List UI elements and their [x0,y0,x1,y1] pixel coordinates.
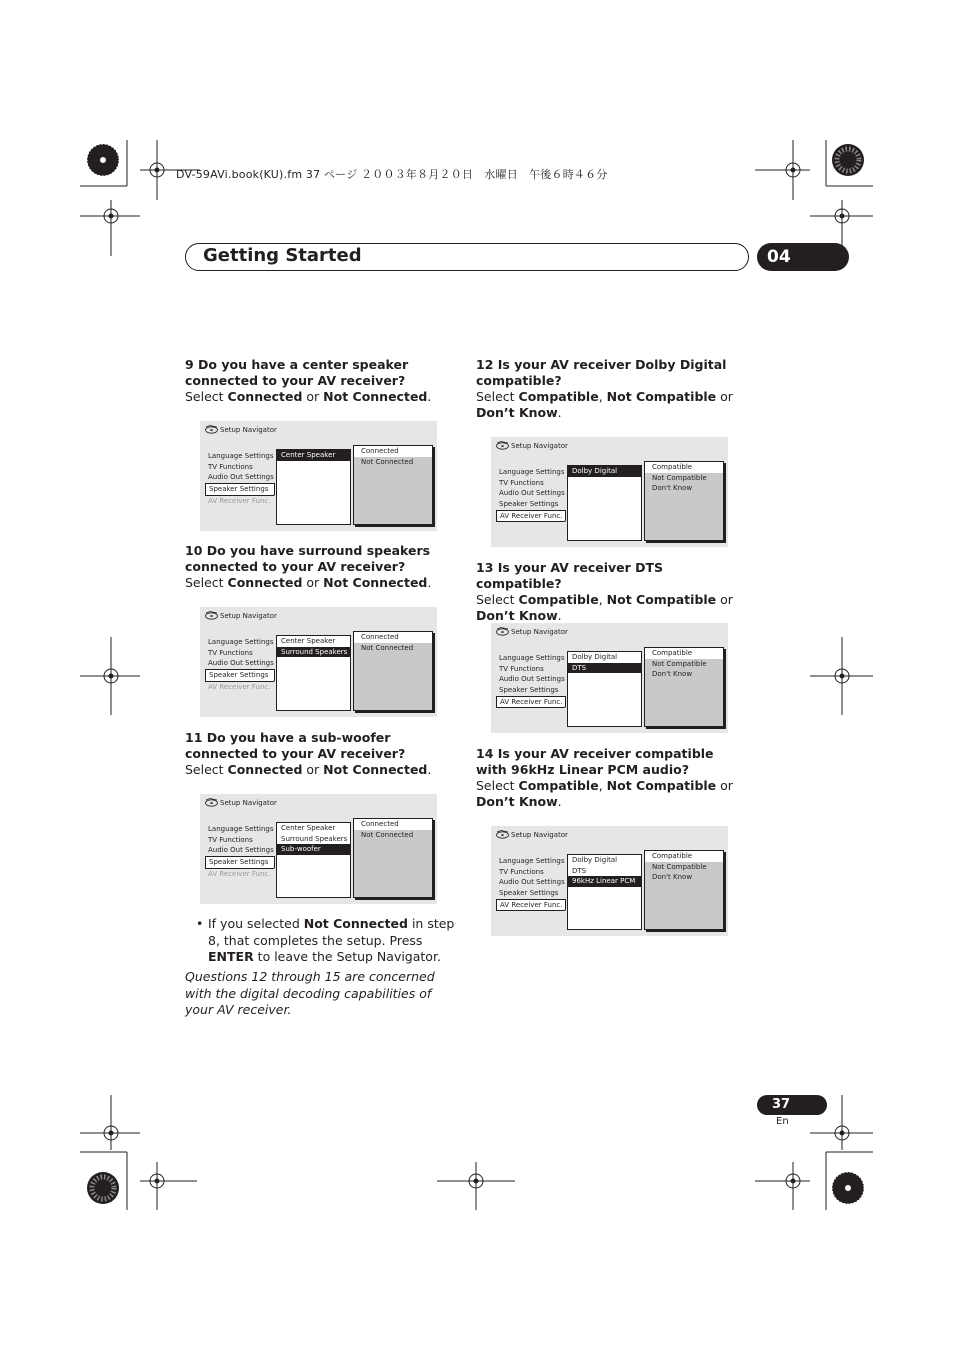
option-list [353,445,433,525]
menu-item[interactable]: Language Settings [499,857,565,865]
question-heading: 11 Do you have a sub-woofer connected to your AV receiver? [185,730,406,761]
menu-item[interactable]: Audio Out Settings [499,675,565,684]
menu-item[interactable]: AV Receiver Func. [208,869,271,878]
disc-icon [205,611,218,620]
setting-list [276,635,351,711]
setup-navigator-header: Setup Navigator [205,798,277,807]
disc-icon [496,627,509,636]
setting-item[interactable]: Dolby Digital [572,653,618,661]
menu-item[interactable]: TV Functions [208,835,253,844]
disc-icon [205,798,218,807]
page-number-tab [757,1095,827,1115]
question-heading: 9 Do you have a center speaker connected to your AV receiver? [185,357,409,388]
menu-item[interactable]: AV Receiver Func. [208,682,271,691]
disc-icon [496,441,509,450]
question-heading: 12 Is your AV receiver Dolby Digital compatible? [476,357,727,388]
chapter-number: 04 [767,247,791,267]
setting-list [567,465,642,541]
setting-list [567,651,642,727]
setting-list [567,854,642,930]
q11-setup-navigator-screen [200,794,437,904]
option-item[interactable]: Compatible [645,648,723,659]
setup-navigator-header: Setup Navigator [496,830,568,839]
settings-menu [205,824,275,879]
settings-menu [205,451,275,506]
setting-item[interactable]: DTS [572,866,587,875]
menu-item[interactable]: TV Functions [499,867,544,876]
setting-list [276,822,351,898]
option-item[interactable]: Not Compatible [652,862,707,871]
q10-text [185,543,457,591]
menu-item[interactable]: Audio Out Settings [208,473,274,482]
option-list [644,850,724,930]
settings-menu [496,467,566,522]
option-item[interactable]: Not Connected [361,830,414,839]
option-list [644,647,724,727]
setup-navigator-header: Setup Navigator [496,441,568,450]
question-instruction: Select Connected or Not Connected. [185,389,432,404]
option-item[interactable]: Connected [354,819,432,830]
question-heading: 10 Do you have surround speakers connected to your AV receiver? [185,543,431,574]
bullet-note [196,916,458,966]
option-item[interactable]: Not Compatible [652,473,707,482]
q12-setup-navigator-screen [491,437,728,547]
question-instruction: Select Compatible, Not Compatible or Don’t Know. [476,592,733,623]
option-item[interactable]: Not Connected [361,643,414,652]
settings-menu [205,637,275,692]
menu-item[interactable]: Audio Out Settings [208,659,274,668]
option-list [644,461,724,541]
option-item[interactable]: Don't Know [652,670,693,679]
menu-item[interactable]: TV Functions [208,462,253,471]
q13-setup-navigator-screen [491,623,728,733]
setting-item[interactable]: 96kHz Linear PCM [568,876,641,887]
settings-menu [496,856,566,911]
menu-item[interactable]: Speaker Settings [499,686,559,695]
setting-item[interactable]: Center Speaker [281,824,336,832]
bullet-symbol: • [196,916,204,931]
menu-item[interactable]: Speaker Settings [499,500,559,509]
menu-item[interactable]: Audio Out Settings [208,846,274,855]
setup-navigator-header: Setup Navigator [205,425,277,434]
setting-item[interactable]: Dolby Digital [572,856,618,864]
q14-setup-navigator-screen [491,826,728,936]
option-item[interactable]: Don't Know [652,484,693,493]
menu-item[interactable]: Language Settings [499,468,565,476]
menu-item[interactable]: Speaker Settings [499,889,559,898]
disc-icon [205,425,218,434]
q14-text [476,746,748,810]
setting-item[interactable]: Surround Speakers [281,834,348,843]
option-item[interactable]: Compatible [645,462,723,473]
bullet-text-3: to leave the Setup Navigator. [253,949,441,964]
bullet-bold-2: ENTER [208,949,254,964]
settings-menu [496,653,566,708]
option-item[interactable]: Don't Know [652,873,693,882]
question-heading: 14 Is your AV receiver compatible with 96kHz Linear PCM audio? [476,746,714,777]
setup-navigator-header: Setup Navigator [205,611,277,620]
menu-item[interactable]: AV Receiver Func. [496,899,566,912]
menu-item[interactable]: AV Receiver Func. [496,696,566,709]
option-item[interactable]: Not Connected [361,457,414,466]
menu-item[interactable]: TV Functions [499,478,544,487]
setting-item[interactable]: Dolby Digital [568,466,641,477]
option-item[interactable]: Connected [354,446,432,457]
question-instruction: Select Connected or Not Connected. [185,575,432,590]
option-list [353,631,433,711]
menu-item[interactable]: Speaker Settings [205,856,275,869]
setting-list [276,449,351,525]
menu-item[interactable]: Speaker Settings [205,669,275,682]
option-item[interactable]: Not Compatible [652,659,707,668]
q12-text [476,357,748,421]
option-list [353,818,433,898]
menu-item[interactable]: Audio Out Settings [499,489,565,498]
q11-text [185,730,457,778]
menu-item[interactable]: Language Settings [208,825,274,833]
setting-item[interactable]: Sub-woofer [277,844,350,855]
q10-setup-navigator-screen [200,607,437,717]
setting-item[interactable]: Center Speaker [277,450,350,461]
menu-item[interactable]: TV Functions [208,648,253,657]
question-instruction: Select Compatible, Not Compatible or Don’t Know. [476,778,733,809]
menu-item[interactable]: Speaker Settings [205,483,275,496]
setting-item[interactable]: DTS [568,663,641,674]
menu-item[interactable]: Audio Out Settings [499,878,565,887]
italic-note: Questions 12 through 15 are concerned with the digital decoding capabilities of your AV receiver. [185,969,435,1017]
option-item[interactable]: Connected [354,632,432,643]
menu-item[interactable]: AV Receiver Func. [496,510,566,523]
q13-text [476,560,748,624]
setting-item[interactable]: Surround Speakers [277,647,350,658]
menu-item[interactable]: AV Receiver Func. [208,496,271,505]
question-instruction: Select Connected or Not Connected. [185,762,432,777]
page-language: En [776,1116,789,1127]
page-number: 37 [772,1097,791,1112]
menu-item[interactable]: TV Functions [499,664,544,673]
file-header: DV-59AVi.book(KU).fm 37 ページ ２００３年８月２０日 水曜日 午後６時４６分 [176,168,608,181]
menu-item[interactable]: Language Settings [208,452,274,460]
bullet-text-2: in step 8, that completes the setup. Press [208,916,455,948]
question-instruction: Select Compatible, Not Compatible or Don’t Know. [476,389,733,420]
bullet-text-1: If you selected [208,916,304,931]
q9-text [185,357,457,405]
menu-item[interactable]: Language Settings [208,638,274,646]
menu-item[interactable]: Language Settings [499,654,565,662]
setup-navigator-header: Setup Navigator [496,627,568,636]
disc-icon [496,830,509,839]
bullet-bold-1: Not Connected [303,916,408,931]
question-heading: 13 Is your AV receiver DTS compatible? [476,560,664,591]
q9-setup-navigator-screen [200,421,437,531]
setting-item[interactable]: Center Speaker [281,637,336,645]
section-title: Getting Started [203,245,362,266]
option-item[interactable]: Compatible [645,851,723,862]
